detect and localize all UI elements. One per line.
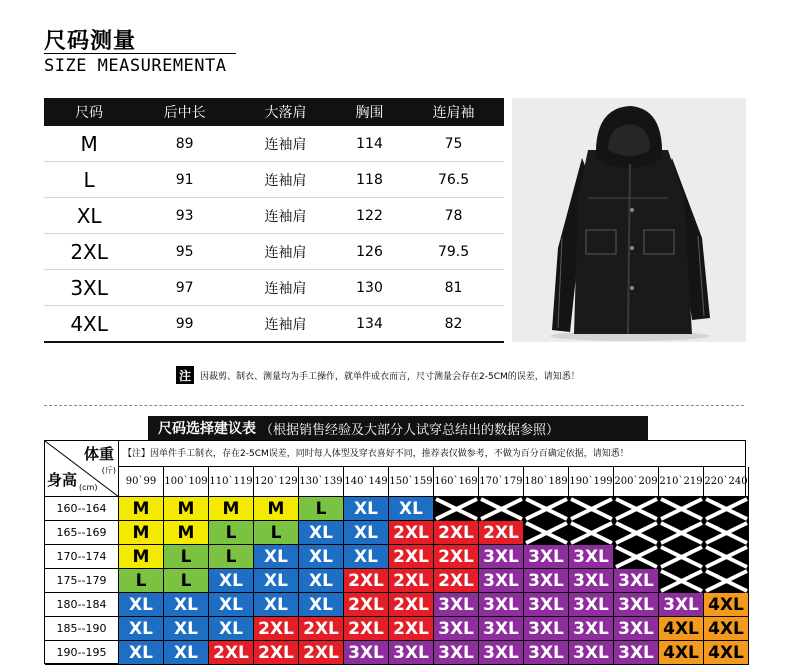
unavailable-cell	[659, 497, 704, 521]
unavailable-cell	[434, 497, 479, 521]
size-cell: XL	[344, 497, 389, 521]
unavailable-cell	[614, 521, 659, 545]
size-cell: 4XL	[704, 617, 749, 641]
value-cell: 91	[134, 162, 235, 198]
table-row	[44, 126, 504, 162]
value-cell: 95	[134, 234, 235, 270]
height-row-label: 165--169	[45, 521, 119, 545]
size-cell: 3XL	[479, 569, 524, 593]
size-cell: 2XL	[44, 234, 134, 270]
table-row	[44, 234, 504, 270]
table-row	[44, 306, 504, 343]
unavailable-cell	[659, 569, 704, 593]
chart-note: 【注】因单件手工制衣，存在2-5CM误差，同时每人体型及穿衣喜好不同，推荐表仅做参考，不做为百分百确定依据，请知悉！	[119, 441, 745, 467]
unavailable-cell	[704, 497, 749, 521]
size-cell: XL	[299, 569, 344, 593]
height-row-label: 190--195	[45, 641, 119, 665]
size-cell: 3XL	[434, 641, 479, 665]
size-cell: 2XL	[344, 569, 389, 593]
size-cell: XL	[44, 198, 134, 234]
page-title: 尺码测量	[44, 29, 137, 54]
col-header-sleeve: 连肩袖	[403, 98, 504, 126]
title-divider	[44, 53, 236, 54]
size-cell: 3XL	[524, 593, 569, 617]
size-cell: L	[254, 521, 299, 545]
col-header-size: 尺码	[44, 98, 134, 126]
recommend-subtitle: （根据销售经验及大部分人试穿总结出的数据参照）	[260, 422, 560, 438]
size-cell: XL	[254, 545, 299, 569]
size-cell: 3XL	[614, 617, 659, 641]
size-cell: 4XL	[659, 617, 704, 641]
value-cell: 97	[134, 270, 235, 306]
col-header-back-length: 后中长	[134, 98, 235, 126]
size-cell: 4XL	[44, 306, 134, 343]
page-subtitle: SIZE MEASUREMENTA	[44, 56, 227, 76]
cross-mark-icon	[614, 521, 658, 545]
size-cell: XL	[389, 497, 434, 521]
size-cell: XL	[209, 569, 254, 593]
unavailable-cell	[659, 521, 704, 545]
value-cell: 126	[336, 234, 403, 270]
height-row-label: 170--174	[45, 545, 119, 569]
size-cell: L	[299, 497, 344, 521]
cross-mark-icon	[659, 497, 703, 521]
cross-mark-icon	[614, 497, 658, 521]
unavailable-cell	[524, 521, 569, 545]
size-cell: 2XL	[434, 521, 479, 545]
size-cell: 2XL	[344, 617, 389, 641]
height-row-label: 175--179	[45, 569, 119, 593]
section-divider	[44, 405, 744, 406]
unavailable-cell	[704, 569, 749, 593]
size-cell: 3XL	[524, 569, 569, 593]
unavailable-cell	[704, 545, 749, 569]
cross-mark-icon	[524, 521, 568, 545]
size-cell: XL	[209, 617, 254, 641]
value-cell: 134	[336, 306, 403, 343]
measurement-note	[176, 366, 580, 384]
weight-col-header: 210`219	[659, 467, 704, 497]
size-cell: M	[119, 545, 164, 569]
value-cell: 79.5	[403, 234, 504, 270]
size-cell: 4XL	[704, 593, 749, 617]
size-cell: 3XL	[524, 545, 569, 569]
size-cell: 2XL	[389, 521, 434, 545]
table-row	[44, 270, 504, 306]
value-cell: 连袖肩	[235, 162, 336, 198]
size-cell: XL	[119, 641, 164, 665]
size-cell: L	[44, 162, 134, 198]
cross-mark-icon	[569, 521, 613, 545]
value-cell: 75	[403, 126, 504, 162]
weight-col-header: 170`179	[479, 467, 524, 497]
size-cell: L	[164, 545, 209, 569]
size-cell: 4XL	[704, 641, 749, 665]
size-cell: L	[164, 569, 209, 593]
value-cell: 118	[336, 162, 403, 198]
size-cell: 2XL	[299, 617, 344, 641]
size-cell: XL	[164, 593, 209, 617]
size-cell: 3XL	[434, 593, 479, 617]
value-cell: 连袖肩	[235, 126, 336, 162]
size-cell: 2XL	[209, 641, 254, 665]
value-cell: 93	[134, 198, 235, 234]
size-cell: M	[44, 126, 134, 162]
size-cell: 2XL	[344, 593, 389, 617]
size-cell: XL	[254, 569, 299, 593]
weight-unit: (斤)	[101, 466, 116, 475]
unavailable-cell	[614, 545, 659, 569]
col-header-shoulder: 大落肩	[235, 98, 336, 126]
size-cell: 3XL	[569, 569, 614, 593]
cross-mark-icon	[434, 497, 478, 521]
size-cell: L	[119, 569, 164, 593]
table-row	[44, 162, 504, 198]
size-cell: M	[254, 497, 299, 521]
unavailable-cell	[569, 521, 614, 545]
value-cell: 114	[336, 126, 403, 162]
value-cell: 122	[336, 198, 403, 234]
cross-mark-icon	[614, 545, 658, 569]
note-tag: 注	[176, 366, 194, 384]
size-cell: 3XL	[569, 545, 614, 569]
size-cell: 3XL	[569, 593, 614, 617]
size-cell: 2XL	[434, 569, 479, 593]
size-cell: 3XL	[44, 270, 134, 306]
value-cell: 81	[403, 270, 504, 306]
size-cell: XL	[119, 617, 164, 641]
size-cell: 3XL	[614, 593, 659, 617]
size-cell: 2XL	[254, 641, 299, 665]
size-cell: M	[209, 497, 254, 521]
cross-mark-icon	[569, 497, 613, 521]
cross-mark-icon	[704, 521, 748, 545]
size-cell: 3XL	[524, 641, 569, 665]
cross-mark-icon	[659, 545, 703, 569]
value-cell: 78	[403, 198, 504, 234]
value-cell: 连袖肩	[235, 234, 336, 270]
value-cell: 82	[403, 306, 504, 343]
cross-mark-icon	[659, 569, 703, 593]
note-text: 因裁剪、制衣、测量均为手工操作，就单件成衣而言，尺寸测量会存在2-5CM的误差，请知悉！	[200, 371, 580, 382]
height-row-label: 185--190	[45, 617, 119, 641]
unavailable-cell	[524, 497, 569, 521]
height-label: 身高	[47, 471, 78, 489]
value-cell: 连袖肩	[235, 198, 336, 234]
weight-col-header: 90`99	[119, 467, 164, 497]
weight-label: 体重	[83, 445, 114, 463]
size-cell: M	[119, 521, 164, 545]
cross-mark-icon	[479, 497, 523, 521]
weight-col-header: 100`109	[164, 467, 209, 497]
size-cell: L	[209, 521, 254, 545]
col-header-chest: 胸围	[336, 98, 403, 126]
size-cell: XL	[164, 617, 209, 641]
size-cell: 3XL	[569, 641, 614, 665]
size-cell: XL	[344, 545, 389, 569]
size-cell: XL	[299, 521, 344, 545]
size-cell: 2XL	[299, 641, 344, 665]
measurement-header-row	[44, 98, 504, 126]
cross-mark-icon	[704, 545, 748, 569]
table-row	[44, 198, 504, 234]
size-cell: 3XL	[569, 617, 614, 641]
size-cell: 2XL	[389, 569, 434, 593]
size-cell: 3XL	[389, 641, 434, 665]
cross-mark-icon	[524, 497, 568, 521]
product-photo	[512, 98, 746, 342]
weight-col-header: 150`159	[389, 467, 434, 497]
size-cell: 2XL	[479, 521, 524, 545]
chart-corner	[45, 441, 119, 497]
weight-col-header: 200`209	[614, 467, 659, 497]
value-cell: 连袖肩	[235, 270, 336, 306]
size-cell: XL	[344, 521, 389, 545]
size-cell: XL	[209, 593, 254, 617]
size-cell: 3XL	[344, 641, 389, 665]
height-row-label: 180--184	[45, 593, 119, 617]
size-recommendation-chart	[44, 440, 746, 664]
weight-col-header: 140`149	[344, 467, 389, 497]
coat-illustration	[512, 98, 746, 342]
height-unit: (cm)	[79, 483, 98, 492]
weight-col-header: 110`119	[209, 467, 254, 497]
value-cell: 99	[134, 306, 235, 343]
size-cell: XL	[299, 545, 344, 569]
size-cell: 2XL	[389, 593, 434, 617]
recommend-banner	[148, 416, 648, 440]
size-cell: XL	[164, 641, 209, 665]
weight-col-header: 160`169	[434, 467, 479, 497]
size-cell: 3XL	[479, 617, 524, 641]
weight-col-header: 190`199	[569, 467, 614, 497]
size-cell: XL	[254, 593, 299, 617]
size-cell: M	[164, 497, 209, 521]
weight-col-header: 220`240	[704, 467, 749, 497]
size-cell: 3XL	[434, 617, 479, 641]
weight-col-header: 130`139	[299, 467, 344, 497]
size-cell: M	[119, 497, 164, 521]
size-cell: M	[164, 521, 209, 545]
value-cell: 89	[134, 126, 235, 162]
unavailable-cell	[614, 497, 659, 521]
value-cell: 130	[336, 270, 403, 306]
size-cell: 4XL	[659, 641, 704, 665]
measurement-table	[44, 98, 504, 343]
size-cell: 2XL	[434, 545, 479, 569]
unavailable-cell	[569, 497, 614, 521]
height-row-label: 160--164	[45, 497, 119, 521]
value-cell: 连袖肩	[235, 306, 336, 343]
unavailable-cell	[479, 497, 524, 521]
size-cell: 2XL	[389, 617, 434, 641]
size-cell: 3XL	[479, 545, 524, 569]
unavailable-cell	[659, 545, 704, 569]
weight-col-header: 120`129	[254, 467, 299, 497]
size-cell: 2XL	[254, 617, 299, 641]
cross-mark-icon	[659, 521, 703, 545]
cross-mark-icon	[704, 569, 748, 593]
size-cell: XL	[119, 593, 164, 617]
size-cell: 2XL	[389, 545, 434, 569]
size-cell: 3XL	[659, 593, 704, 617]
size-cell: L	[209, 545, 254, 569]
size-cell: XL	[299, 593, 344, 617]
size-cell: 3XL	[614, 569, 659, 593]
size-cell: 3XL	[614, 641, 659, 665]
size-cell: 3XL	[524, 617, 569, 641]
recommend-title: 尺码选择建议表	[158, 421, 256, 437]
cross-mark-icon	[704, 497, 748, 521]
size-cell: 3XL	[479, 593, 524, 617]
value-cell: 76.5	[403, 162, 504, 198]
size-cell: 3XL	[479, 641, 524, 665]
unavailable-cell	[704, 521, 749, 545]
weight-col-header: 180`189	[524, 467, 569, 497]
